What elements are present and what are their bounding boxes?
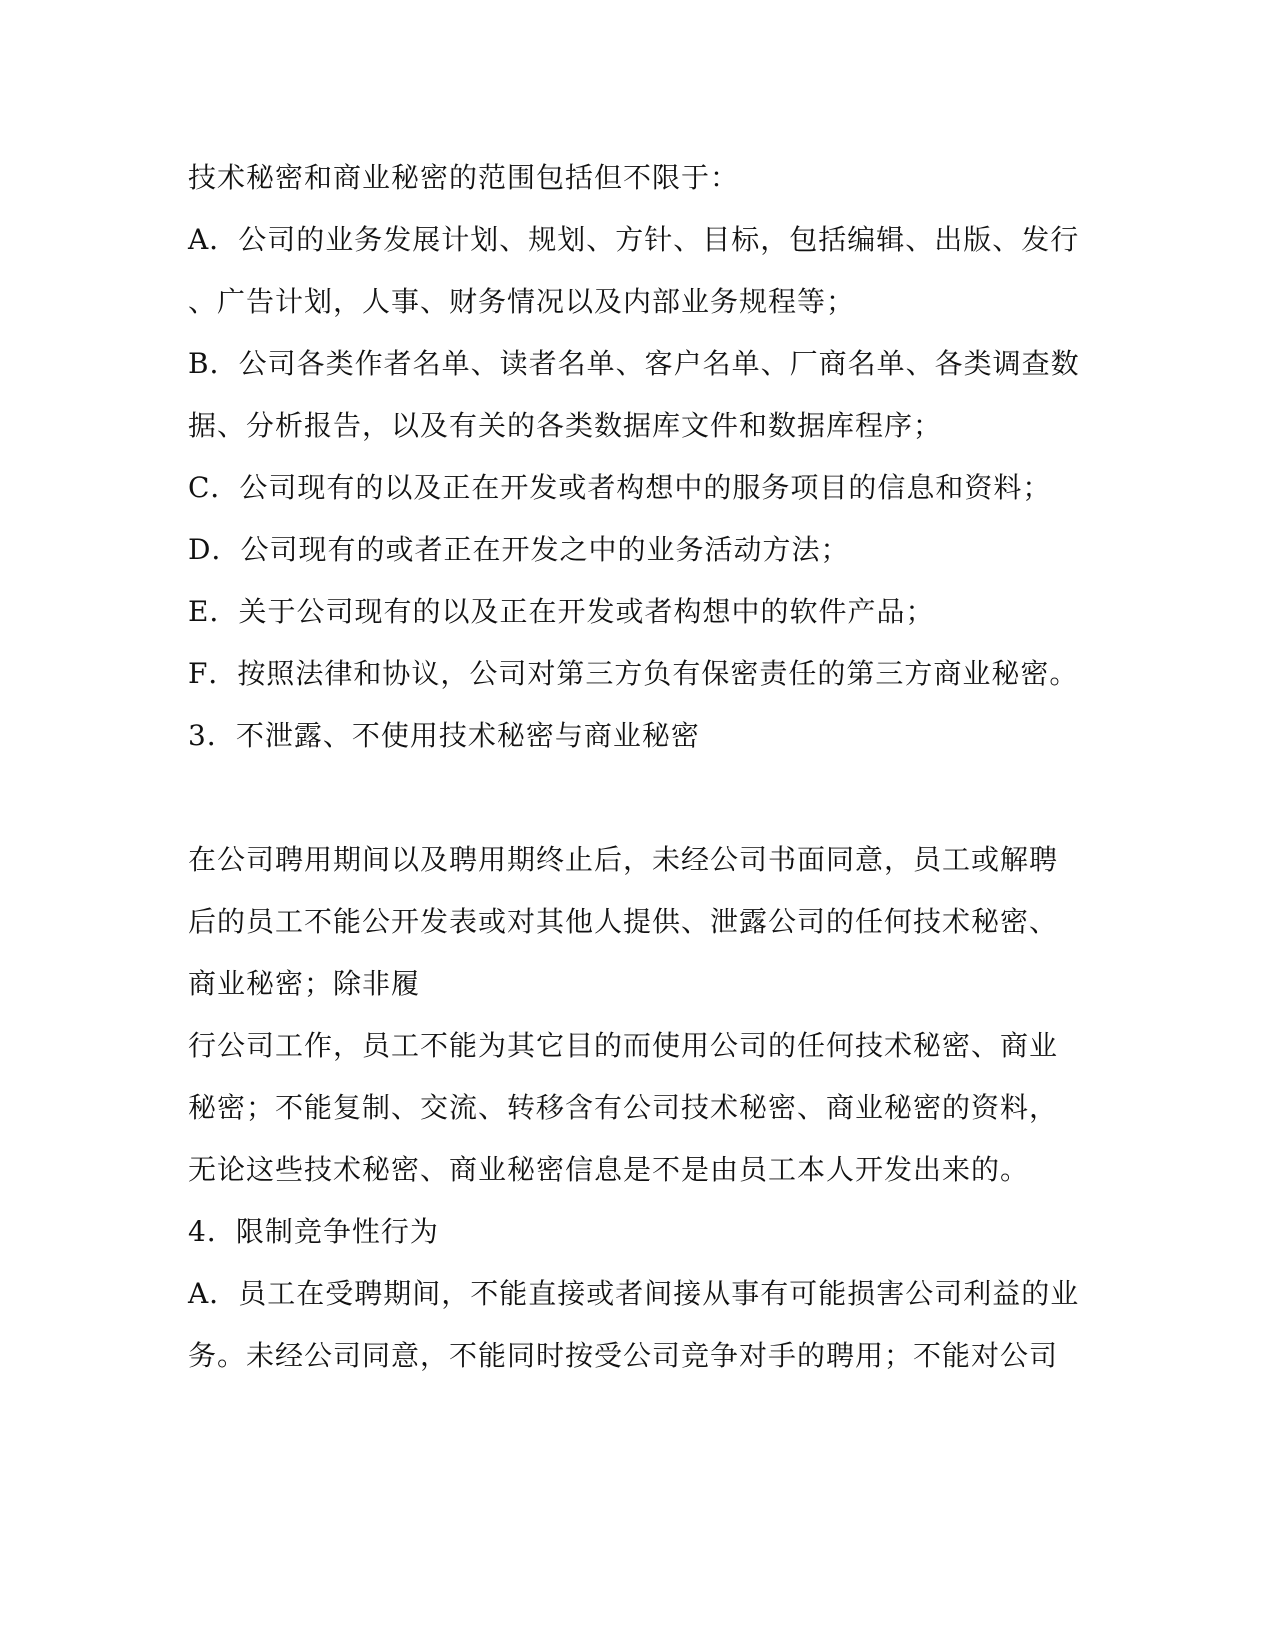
item-c-text: C．公司现有的以及正在开发或者构想中的服务项目的信息和资料； [188, 471, 1052, 504]
section-3-paragraph-line-5: 秘密；不能复制、交流、转移含有公司技术秘密、商业秘密的资料， [188, 1091, 1059, 1124]
item-e-text: E．关于公司现有的以及正在开发或者构想中的软件产品； [188, 595, 935, 628]
section-3-paragraph-line-1: 在公司聘用期间以及聘用期终止后，未经公司书面同意，员工或解聘 [188, 843, 1059, 876]
section-3-paragraph-line-6: 无论这些技术秘密、商业秘密信息是不是由员工本人开发出来的。 [188, 1153, 1030, 1186]
scope-intro-text: 技术秘密和商业秘密的范围包括但不限于： [188, 161, 740, 194]
item-d-text: D．公司现有的或者正在开发之中的业务活动方法； [188, 533, 850, 566]
item-b-line-2: 据、分析报告，以及有关的各类数据库文件和数据库程序； [188, 409, 943, 442]
section-4-heading: 4．限制竞争性行为 [188, 1215, 439, 1248]
section-4-item-a-line-1: A．员工在受聘期间，不能直接或者间接从事有可能损害公司利益的业 [188, 1277, 1080, 1310]
item-a-line-1: A．公司的业务发展计划、规划、方针、目标，包括编辑、出版、发行 [188, 223, 1080, 256]
section-3-paragraph-line-2: 后的员工不能公开发表或对其他人提供、泄露公司的任何技术秘密、 [188, 905, 1059, 938]
section-3-heading: 3．不泄露、不使用技术秘密与商业秘密 [188, 719, 700, 752]
item-b-line-1: B．公司各类作者名单、读者名单、客户名单、厂商名单、各类调查数 [188, 347, 1080, 380]
section-3-paragraph-line-3: 商业秘密；除非履 [188, 967, 421, 1000]
item-f-text: F．按照法律和协议，公司对第三方负有保密责任的第三方商业秘密。 [188, 657, 1079, 690]
section-3-paragraph-line-4: 行公司工作，员工不能为其它目的而使用公司的任何技术秘密、商业 [188, 1029, 1059, 1062]
item-a-line-2: 、广告计划，人事、财务情况以及内部业务规程等； [188, 285, 856, 318]
section-4-item-a-line-2: 务。未经公司同意，不能同时按受公司竞争对手的聘用；不能对公司 [188, 1339, 1059, 1372]
